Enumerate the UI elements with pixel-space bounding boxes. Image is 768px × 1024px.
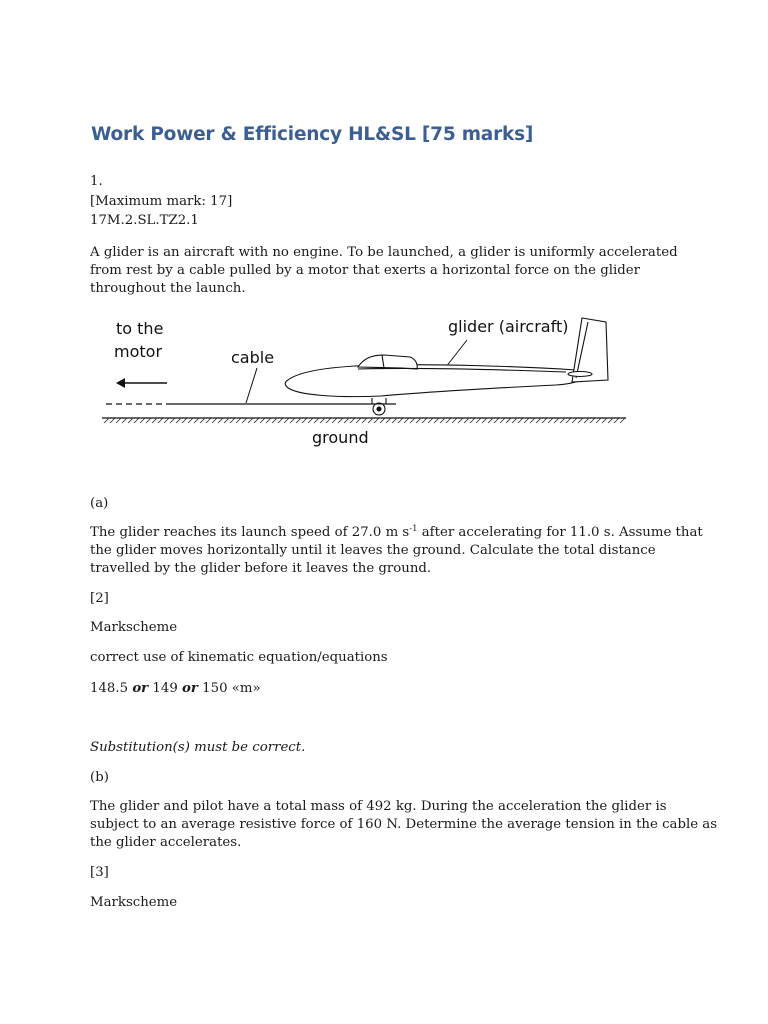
intro-line: from rest by a cable pulled by a motor that exerts a horizontal force on the glider (90, 263, 640, 279)
part-b-question (90, 798, 718, 853)
answer-or-2: or (182, 681, 198, 696)
question-number: 1. (90, 174, 103, 189)
arrow-left-icon (116, 378, 167, 388)
intro-line: throughout the launch. (90, 281, 246, 297)
question-code: 17M.2.SL.TZ2.1 (90, 213, 199, 228)
part-a-markscheme-answer (90, 680, 261, 698)
answer-value-3: 150 «m» (202, 681, 261, 696)
part-a-markscheme-line: correct use of kinematic equation/equations (90, 650, 388, 665)
question-max-mark: [Maximum mark: 17] (90, 194, 233, 209)
answer-or-1: or (132, 681, 149, 696)
glider-launch-figure (96, 312, 636, 452)
cable-label: cable (231, 348, 275, 367)
part-a-line1-post: after accelerating for 11.0 s. Assume that (417, 525, 703, 540)
glider-label: glider (aircraft) (448, 317, 569, 336)
part-a-markscheme-note: Substitution(s) must be correct. (90, 740, 306, 755)
intro-line: A glider is an aircraft with no engine. To be launched, a glider is uniformly accelerated (90, 245, 678, 260)
part-a-markscheme-label: Markscheme (90, 620, 178, 635)
question-intro (90, 244, 690, 299)
part-b-line: subject to an average resistive force of 160 N. Determine the average tension in the cable as (90, 817, 718, 833)
part-a-line1-pre: The glider reaches its launch speed of 27.0 m s (90, 525, 410, 540)
part-a-marks: [2] (90, 591, 109, 606)
part-a-question (90, 524, 703, 579)
answer-value-1: 148.5 (90, 681, 129, 696)
ground-hatching (104, 418, 625, 423)
part-a-line2: the glider moves horizontally until it leaves the ground. Calculate the total distance (90, 543, 656, 559)
cable-pointer (246, 368, 257, 403)
part-a-line1-sup: -1 (409, 524, 418, 534)
part-b-label: (b) (90, 770, 109, 785)
part-b-line: the glider accelerates. (90, 835, 242, 851)
part-a-line3: travelled by the glider before it leaves the ground. (90, 561, 432, 577)
motor-label-line2: motor (114, 342, 163, 361)
part-b-marks: [3] (90, 865, 109, 880)
part-b-markscheme-label: Markscheme (90, 895, 178, 910)
part-a-label: (a) (90, 496, 109, 511)
document-title: Work Power & Efficiency HL&SL [75 marks] (91, 124, 534, 145)
motor-label-line1: to the (116, 319, 164, 338)
part-b-line: The glider and pilot have a total mass of 492 kg. During the acceleration the glider is (90, 799, 667, 814)
ground-label: ground (312, 428, 369, 447)
answer-value-2: 149 (152, 681, 178, 696)
